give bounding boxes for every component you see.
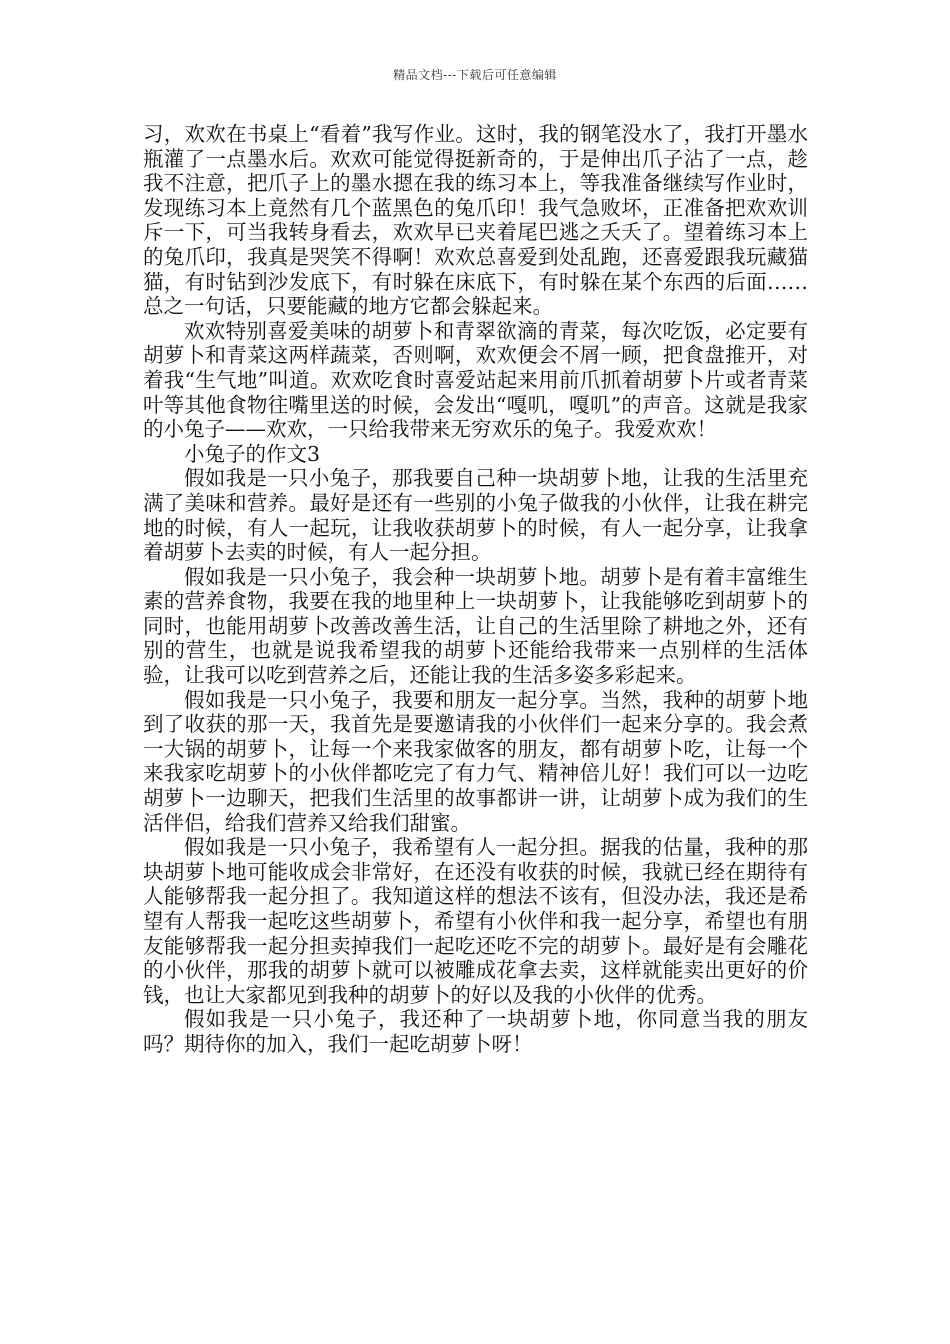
paragraph-1: 习，欢欢在书桌上“看着”我写作业。这时，我的钢笔没水了，我打开墨水瓶灌了一点墨水后。欢欢可能觉得挺新奇的，于是伸出爪子沾了一点，趁我不注意，把爪子上的墨水摁在我的练习本上，等我准备继续写作业时，发现练习本上竟然有几个蓝黑色的兔爪印！我气急败坏，正准备把欢欢训斥一下，可当我转身看去，欢欢早已夹着尾巴逃之夭夭了。望着练习本上的兔爪印，我真是哭笑不得啊！欢欢总喜爱到处乱跑，还喜爱跟我玩藏猫猫，有时钻到沙发底下，有时躲在床底下，有时躲在某个东西的后面……总之一句话，只要能藏的地方它都会躲起来。 [143,122,808,319]
section-heading: 小兔子的作文3 [184,441,321,466]
paragraph-3: 假如我是一只小兔子，那我要自己种一块胡萝卜地，让我的生活里充满了美味和营养。最好是还有一些别的小兔子做我的小伙伴，让我在耕完地的时候，有人一起玩，让我收获胡萝卜的时候，有人一起分享，让我拿着胡萝卜去卖的时候，有人一起分担。 [143,466,808,565]
page-header: 精品文档---下载后可任意编辑 [393,68,557,82]
paragraph-6: 假如我是一只小兔子，我希望有人一起分担。据我的估量，我种的那块胡萝卜地可能收成会非常好，在还没有收获的时候，我就已经在期待有人能够帮我一起分担了。我知道这样的想法不该有，但没办法，我还是希望有人帮我一起吃这些胡萝卜，希望有小伙伴和我一起分享，希望也有朋友能够帮我一起分担卖掉我们一起吃还吃不完的胡萝卜。最好是有会雕花的小伙伴，那我的胡萝卜就可以被雕成花拿去卖，这样就能卖出更好的价钱，也让大家都见到我种的胡萝卜的好以及我的小伙伴的优秀。 [143,835,808,1007]
paragraph-2: 欢欢特别喜爱美味的胡萝卜和青翠欲滴的青菜，每次吃饭，必定要有胡萝卜和青菜这两样蔬菜，否则啊，欢欢便会不屑一顾，把食盘推开，对着我“生气地”叫道。欢欢吃食时喜爱站起来用前爪抓着胡萝卜片或者青菜叶等其他食物往嘴里送的时候，会发出“嘎叽，嘎叽”的声音。这就是我家的小兔子——欢欢，一只给我带来无穷欢乐的兔子。我爱欢欢！ [143,318,808,442]
paragraph-7: 假如我是一只小兔子，我还种了一块胡萝卜地，你同意当我的朋友吗？期待你的加入，我们一起吃胡萝卜呀！ [143,1007,808,1056]
paragraph-4: 假如我是一只小兔子，我会种一块胡萝卜地。胡萝卜是有着丰富维生素的营养食物，我要在我的地里种上一块胡萝卜，让我能够吃到胡萝卜的同时，也能用胡萝卜改善改善生活，让自己的生活里除了耕地之外，还有别的营生，也就是说我希望我的胡萝卜还能给我带来一点别样的生活体验，让我可以吃到营养之后，还能让我的生活多姿多彩起来。 [143,564,808,688]
paragraph-5: 假如我是一只小兔子，我要和朋友一起分享。当然，我种的胡萝卜地到了收获的那一天，我首先是要邀请我的小伙伴们一起来分享的。我会煮一大锅的胡萝卜，让每一个来我家做客的朋友，都有胡萝卜吃，让每一个来我家吃胡萝卜的小伙伴都吃完了有力气、精神倍儿好！我们可以一边吃胡萝卜一边聊天，把我们生活里的故事都讲一讲，让胡萝卜成为我们的生活伴侣，给我们营养又给我们甜蜜。 [143,687,808,835]
document-body [143,122,808,1057]
